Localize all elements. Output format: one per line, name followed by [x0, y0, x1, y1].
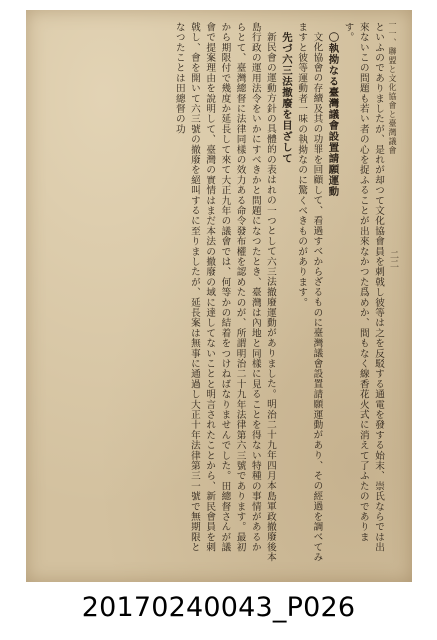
paragraph: 新民會の運動方針の具體的の表はれの一つとして六三法撤廢運動がありました。明治二十九年四月本島軍政撤廢後本島行政の運用法令をいかにすべきかと問題になつたとき、臺灣は內地と同樣に見ることを得ない特種の事情があるからとて、臺灣總督に法律同樣の效力ある命令發布權を認めたのが、所謂明治二十九年法律第六三號であります。最初から期限付で幾度か延長して來て大正九年の議會では、何等かの結着をつけねばなりませんでした。田總督さんが議會で提案理由を說明して、臺灣の實情はまだ本法の撤廢の域に達してないことと明言されたことから、新民會員を刺戟し、會を開いて六三號の撤廢を絕叫するに至りましたが、延長案は無事に通過し大正十年法律第三一號で無期限となつたことは田總督の功: [173, 22, 276, 562]
paragraph: といふのでありましたが、是れが却つて文化協會員を刺戟し彼等は之を反駁する通電を發する始末、崇氏ならでは出來ないこの問題も若い者の心を捉ふることが出來なかつた爲めか、間もなく線香花火式に消えて了ふたのであります。: [342, 22, 384, 553]
running-head: 一一、聯盟と文化協會と臺灣議會: [388, 20, 397, 155]
body-text: [46, 22, 386, 562]
section-heading: 〇執拗なる臺灣議會設置請願運動: [326, 32, 339, 197]
scanned-page: [26, 10, 412, 582]
paragraph: 文化協會の存續及其の功罪を回顧して、看過すべからざるものに臺灣議會設置請願運動があり、その經過を調べてみますと彼等運動者一味の執拗なのに驚くべきものがあります。: [296, 22, 323, 562]
section-heading: 先づ六三法撤廢を目ざして: [279, 32, 292, 164]
page-number: 二二: [388, 250, 398, 268]
image-caption: 20170240043_P026: [81, 592, 356, 623]
